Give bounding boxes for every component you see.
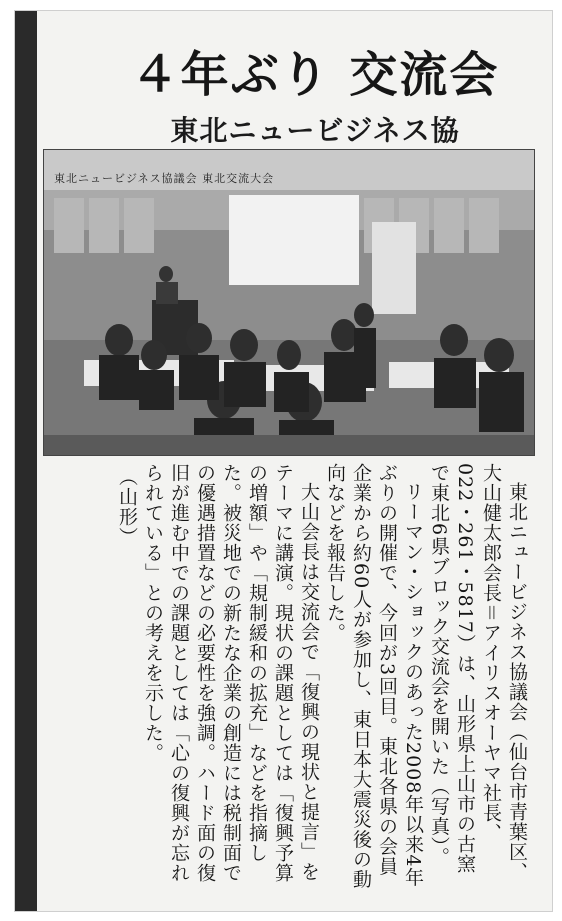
event-photo bbox=[43, 149, 535, 456]
article-byline-line bbox=[114, 463, 140, 893]
photo-banner-text: 東北ニュービジネス協議会 東北交流大会 bbox=[54, 172, 275, 185]
article-paragraph: リーマン・ショックのあった2008年以来4年ぶりの開催で、今回が3回目。東北各県の会員企業から約60人が参加し、東日本大震災後の動向などを報告した。 bbox=[324, 463, 424, 890]
headline-title: ４年ぶり 交流会 bbox=[130, 46, 500, 103]
article-byline: （山形） bbox=[116, 467, 138, 547]
photo-illustration bbox=[44, 150, 534, 455]
margin-bar bbox=[15, 11, 37, 911]
newspaper-clipping bbox=[14, 10, 553, 912]
article-paragraph: 東北ニュービジネス協議会（仙台市青葉区、大山健太郎会長＝アイリスオーヤマ社長、022・261・5817）は、山形県上山市の古窯で東北6県ブロック交流会を開いた（写真）。 bbox=[428, 463, 528, 882]
headline-subtitle: 東北ニュービジネス協 bbox=[170, 114, 460, 147]
article-body bbox=[40, 463, 530, 893]
article-paragraph: 大山会長は交流会で「復興の現状と提言」をテーマに講演。現状の課題としては「復興予算の増額」や「規制緩和の拡充」などを指摘した。被災地での新たな企業の創造には税制面での優遇措置などの必要性を強調。ハード面の復旧が進む中での課題としては「心の復興が忘れられている」との考えを示した。 bbox=[142, 463, 320, 883]
